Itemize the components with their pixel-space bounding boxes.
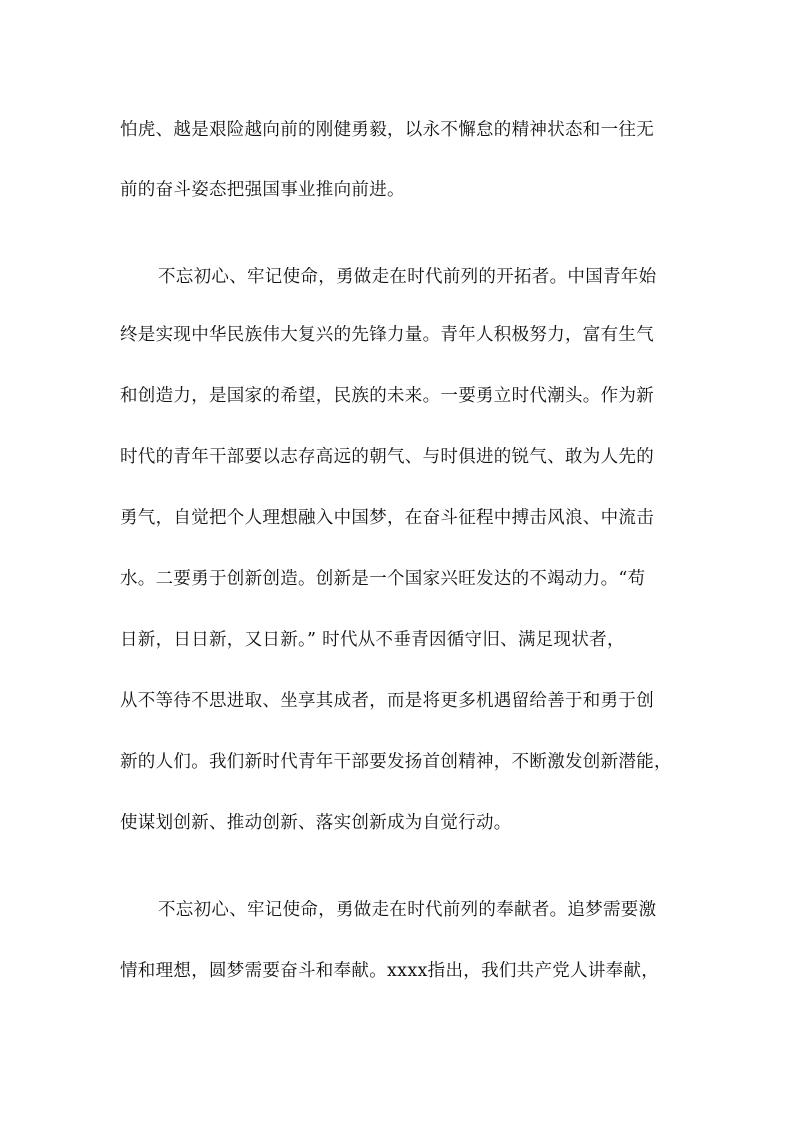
text-line: 日新，日日新，又日新。” 时代从不垂青因循守旧、满足现状者， (120, 630, 625, 650)
text-line: 不忘初心、牢记使命，勇做走在时代前列的奉献者。追梦需要激 (158, 900, 657, 920)
text-line: 怕虎、越是艰险越向前的刚健勇毅，以永不懈怠的精神状态和一往无 (120, 120, 654, 140)
text-line: 水。二要勇于创新创造。创新是一个国家兴旺发达的不竭动力。“苟 (120, 569, 646, 589)
text-line: 前的奋斗姿态把强国事业推向前进。 (120, 180, 405, 200)
text-line: 时代的青年干部要以志存高远的朝气、与时俱进的锐气、敢为人先的 (120, 447, 654, 467)
text-line: 情和理想，圆梦需要奋斗和奉献。xxxx指出，我们共产党人讲奉献， (120, 961, 660, 981)
text-line: 和创造力，是国家的希望，民族的未来。一要勇立时代潮头。作为新 (120, 386, 654, 406)
text-line: 勇气，自觉把个人理想融入中国梦，在奋斗征程中搏击风浪、中流击 (120, 508, 654, 528)
text-line: 从不等待不思进取、坐享其成者，而是将更多机遇留给善于和勇于创 (120, 691, 654, 711)
text-line: 使谋划创新、推动创新、落实创新成为自觉行动。 (120, 813, 512, 833)
text-line: 不忘初心、牢记使命，勇做走在时代前列的开拓者。中国青年始 (158, 267, 657, 287)
text-line: 终是实现中华民族伟大复兴的先锋力量。青年人积极努力，富有生气 (120, 325, 654, 345)
text-line: 新的人们。我们新时代青年干部要发扬首创精神，不断激发创新潜能， (120, 752, 672, 772)
